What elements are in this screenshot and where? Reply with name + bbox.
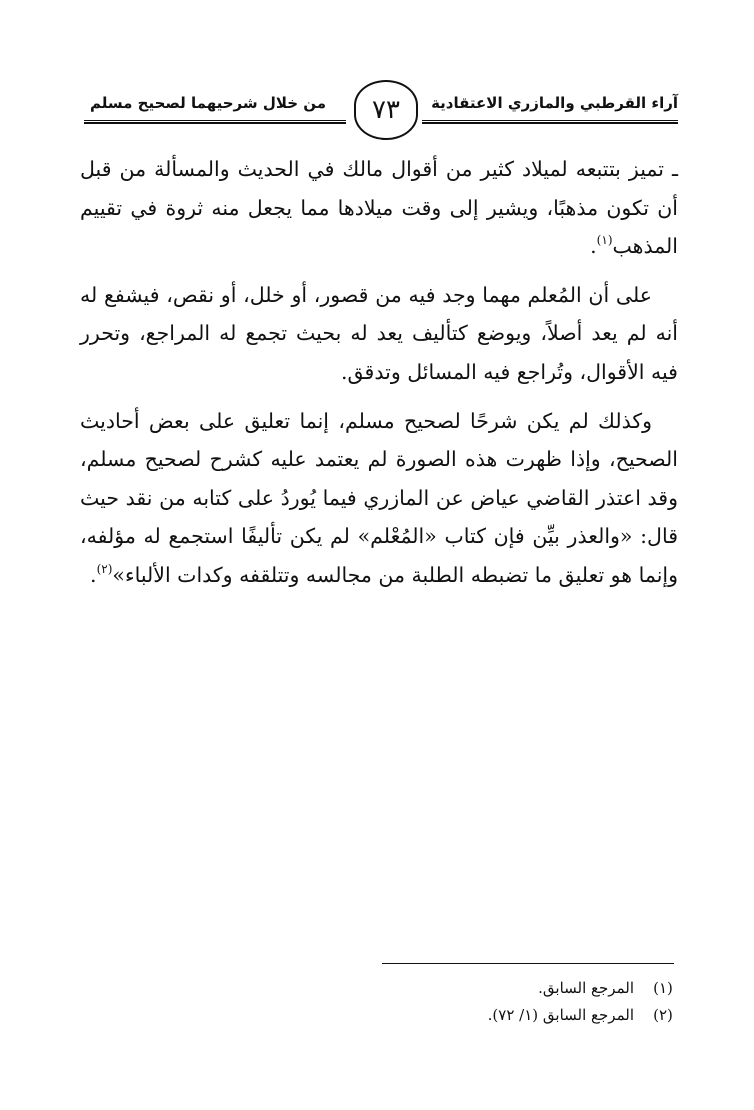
page-number: ٧٣ xyxy=(354,80,418,140)
paragraph-1-text: ـ تميز بتتبعه لميلاد كثير من أقوال مالك في الحديث والمسألة من قبل أن تكون مذهبًا، ويشير إلى وقت ميلادها مما يجعل منه ثروة في تقييم المذهب xyxy=(80,157,678,259)
footnote-2 xyxy=(76,1002,674,1029)
footnote-ref-1: (١) xyxy=(596,233,613,248)
page-header xyxy=(84,78,678,144)
paragraph-2 xyxy=(80,276,678,392)
paragraph-3 xyxy=(80,402,678,595)
running-title-right: آراء القرطبي والمازري الاعتقادية xyxy=(431,94,678,112)
header-rule-right xyxy=(422,120,678,124)
body-text xyxy=(80,150,678,605)
paragraph-3-text: وكذلك لم يكن شرحًا لصحيح مسلم، إنما تعليق على بعض أحاديث الصحيح، وإذا ظهرت هذه الصورة لم يعتمد عليه كشرح لصحيح مسلم، وقد اعتذر القاضي عياض عن المازري فيما يُوردُ على كتابه من نقد حيث قال: «والعذر بيِّن فإن كتاب «المُعْلم» لم يكن تأليفًا استجمع له مؤلفه، وإنما هو تعليق ما تضبطه الطلبة من مجالسه وتتلقفه وكدات الألباء» xyxy=(80,408,678,587)
footnote-1 xyxy=(76,975,674,1002)
paragraph-2-text: على أن المُعلم مهما وجد فيه من قصور، أو خلل، أو نقص، فيشفع له أنه لم يعد أصلاً، ويوضع كتأليف يعد له بحيث تجمع له المراجع، وتحرر فيه الأقوال، وتُراجع فيه المسائل وتدقق. xyxy=(80,282,678,384)
footnote-1-number: (١) xyxy=(653,979,673,997)
footnote-ref-2: (٢) xyxy=(96,561,113,576)
running-title-left: من خلال شرحيهما لصحيح مسلم xyxy=(90,94,327,112)
footnotes xyxy=(76,975,674,1029)
paragraph-1 xyxy=(80,150,678,266)
footnote-1-text: المرجع السابق. xyxy=(538,979,634,997)
header-rule-left xyxy=(84,120,346,124)
footnote-2-text: المرجع السابق (١/ ٧٢). xyxy=(487,1006,634,1024)
paragraph-3-end: . xyxy=(90,562,97,587)
footnote-separator xyxy=(382,963,674,964)
paragraph-1-end: . xyxy=(590,234,597,259)
footnote-2-number: (٢) xyxy=(653,1006,673,1024)
